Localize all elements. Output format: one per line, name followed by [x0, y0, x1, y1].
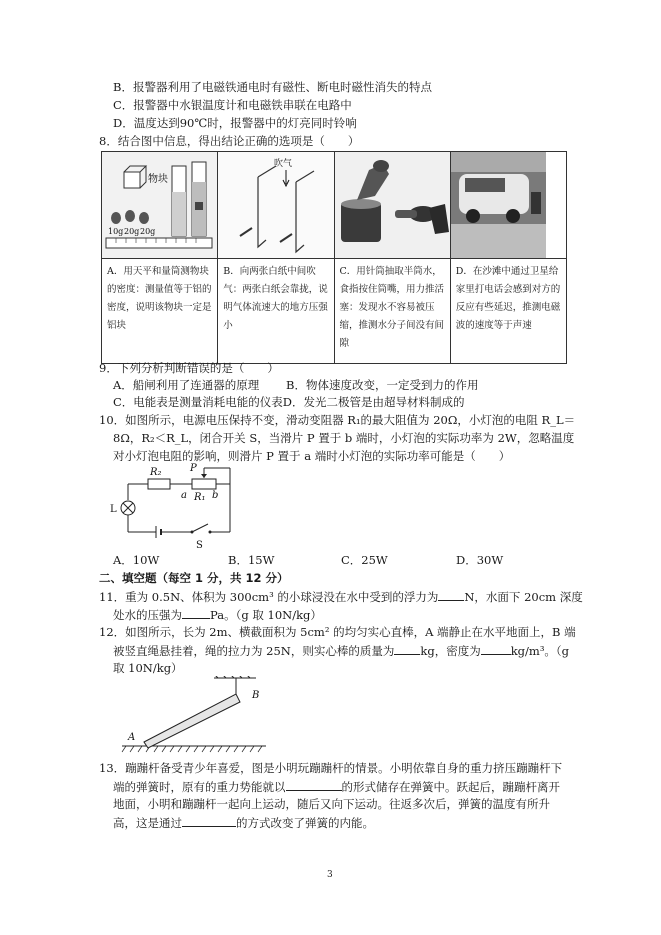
q8-a-weight-2: 20g [124, 227, 140, 236]
q11-blank-pressure[interactable] [182, 606, 210, 619]
q13-line-4 [113, 814, 374, 831]
r2-resistor [148, 479, 170, 489]
q11-line-2 [113, 606, 322, 623]
q12-line-2 [113, 642, 569, 659]
q9-option-b: B．物体速度改变，一定受到力的作用 [286, 378, 479, 392]
q13-text-4: 的方式改变了弹簧的内能。 [236, 816, 374, 830]
q10-option-a: A．10W [113, 553, 160, 567]
q12-text-1: 被竖直绳悬挂着，绳的拉力为 25N，则实心棒的质量为 [113, 644, 395, 658]
label-a: a [181, 490, 187, 501]
q12-blank-density[interactable] [481, 642, 511, 655]
q8-option-c-text: C．用针筒抽取半筒水，食指按住筒嘴，用力推活塞：发现水不容易被压缩，推测水分子间没有间隙 [339, 266, 445, 349]
label-r1: R₁ [194, 492, 206, 503]
q13-line-1: 13．蹦蹦杆备受青少年喜爱，图是小明玩蹦蹦杆的情景。小明依靠自身的重力挤压蹦蹦杆下 [99, 761, 563, 775]
q10-option-d: D．30W [456, 553, 504, 567]
q10-line-1: 10．如图所示，电源电压保持不变，滑动变阻器 R₁的最大阻值为 20Ω，小灯泡的电阻 R_L＝ [99, 413, 576, 427]
q8-image-c [334, 152, 450, 259]
q7-option-b: B．报警器利用了电磁铁通电时有磁性、断电时磁性消失的特点 [113, 80, 432, 94]
label-b: b [212, 490, 219, 501]
label-r2: R₂ [150, 467, 162, 478]
switch-symbol [192, 524, 208, 532]
q9-option-cd: C．电能表是测量消耗电能的仪表D．发光二极管是由超导材料制成的 [113, 395, 465, 409]
q11-text-3: 处水的压强为 [113, 608, 182, 622]
q13-blank-energy-form[interactable] [286, 778, 342, 791]
q13-text-2: 的形式储存在弹簧中。跃起后，蹦蹦杆离开 [341, 780, 560, 794]
q12-text-2: kg，密度为 [420, 644, 481, 658]
label-l: L [110, 504, 117, 515]
q8-image-d [450, 152, 566, 259]
q8-a-weight-1: 10g [108, 227, 124, 236]
q8-option-d-text: D．在沙滩中通过卫星给家里打电话会感到对方的反应有些延迟，推测电磁波的速度等于声速 [455, 266, 561, 331]
q13-text-1: 端的弹簧时，原有的重力势能就以 [113, 780, 286, 794]
q9-stem: 9．下列分析判断错误的是（ ） [99, 361, 279, 375]
q11-blank-buoyancy[interactable] [438, 588, 464, 601]
q10-line-2: 8Ω，R₂＜R_L，闭合开关 S，当滑片 P 置于 b 端时，小灯泡的实际功率为 2W，忽略温度 [113, 431, 575, 445]
q9-option-a: A．船闸利用了连通器的原理 [113, 378, 260, 392]
q13-line-2 [113, 778, 560, 795]
q8-image-a [102, 152, 218, 259]
uniform-rod [144, 694, 240, 748]
q11-text-2: N，水面下 20cm 深度 [464, 590, 583, 604]
section-fill-in-blank-heading: 二、填空题（每空 1 分，共 12 分） [99, 571, 289, 585]
q13-text-3: 高，这是通过 [113, 816, 182, 830]
q12-text-3: kg/m³。（g [510, 644, 570, 658]
q8-option-table [101, 151, 567, 364]
q8-option-b-text: B．向两张白纸中间吹气：两张白纸会靠拢，说明气体流速大的地方压强小 [223, 266, 328, 331]
q12-blank-mass[interactable] [394, 642, 420, 655]
q10-circuit-diagram [108, 462, 238, 550]
q7-option-d: D．温度达到90℃时，报警器中的灯亮同时铃响 [113, 116, 357, 130]
q11-text-1: 11．重为 0.5N、体积为 300cm³ 的小球浸没在水中受到的浮力为 [99, 590, 439, 604]
q8-stem: 8．结合图中信息，得出结论正确的选项是（ ） [99, 134, 360, 148]
label-end-b: B [252, 690, 260, 701]
r1-rheostat [192, 479, 216, 489]
q13-line-3: 地面，小明和蹦蹦杆一起向上运动，随后又向下运动。往返多次后，弹簧的温度有所升 [113, 797, 550, 811]
label-end-a: A [128, 732, 136, 743]
q8-a-block-label: 物块 [148, 174, 168, 185]
q12-line-3: 取 10N/kg） [113, 661, 183, 675]
label-p: P [190, 463, 197, 474]
q12-line-1: 12．如图所示，长为 2m、横截面积为 5cm² 的均匀实心直棒，A 端静止在水平地面上，B 端 [99, 625, 576, 639]
q8-image-b [218, 152, 334, 259]
q10-option-b: B．15W [228, 553, 275, 567]
label-s: S [196, 540, 203, 550]
q12-rod-diagram [116, 676, 276, 754]
q7-option-c: C．报警器中水银温度计和电磁铁串联在电路中 [113, 98, 352, 112]
q11-line-1 [99, 588, 583, 605]
q10-line-3: 对小灯泡电阻的影响，则滑片 P 置于 a 端时小灯泡的实际功率可能是（ ） [113, 449, 511, 463]
q8-option-a-text: A．用天平和量筒测物块的密度：测量值等于铝的密度，说明该物块一定是铝块 [107, 266, 212, 331]
q8-a-weight-3: 20g [140, 227, 156, 236]
q13-blank-method[interactable] [182, 814, 236, 827]
q10-option-c: C．25W [341, 553, 388, 567]
q8-b-blow-label: 吹气 [274, 159, 293, 169]
page-number: 3 [327, 870, 333, 880]
q11-text-4: Pa。（g 取 10N/kg） [210, 608, 322, 622]
